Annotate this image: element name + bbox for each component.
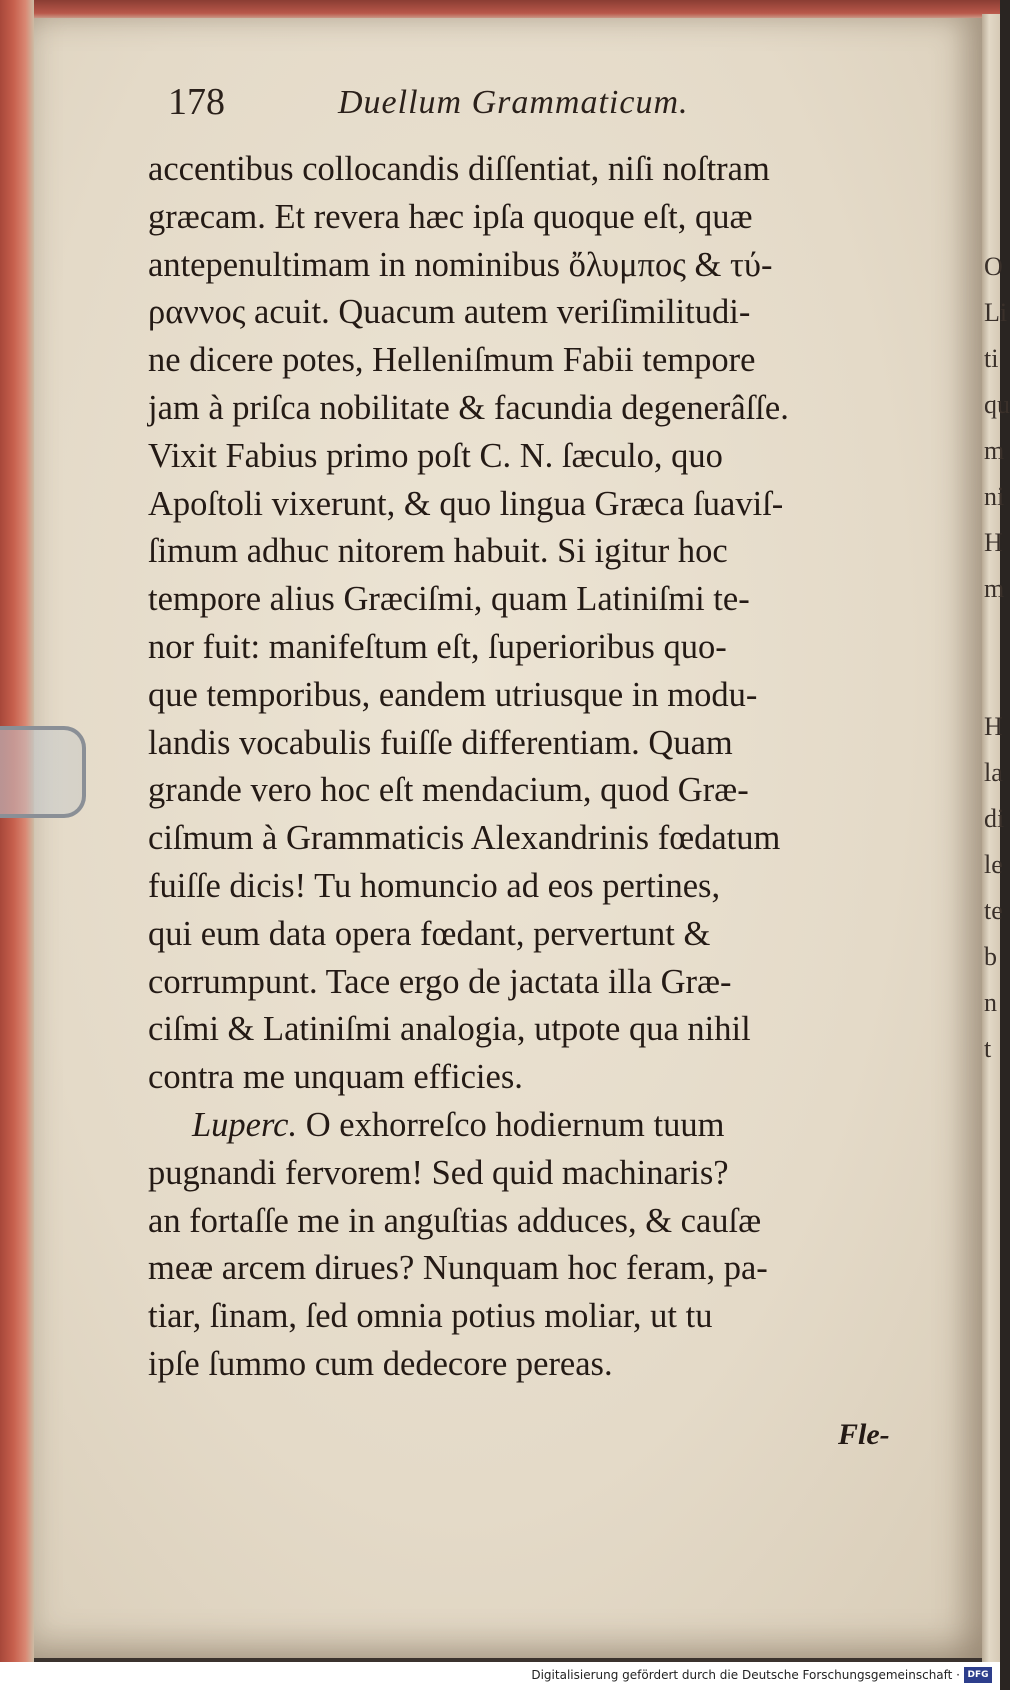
text-line: tempore alius Græciſmi, quam Latiniſmi te-: [148, 580, 750, 619]
text-line: nor fuit: manifeſtum eſt, ſuperioribus quo-: [148, 627, 727, 666]
text-line: landis vocabulis fuiſſe differentiam. Quam: [148, 723, 733, 762]
text-line: jam à priſca nobilitate & facundia degenerâſſe.: [148, 388, 789, 427]
text-line: ciſmi & Latiniſmi analogia, utpote qua nihil: [148, 1010, 751, 1049]
text-line: ipſe ſummo cum dedecore pereas.: [148, 1344, 613, 1383]
text-line: ne dicere potes, Helleniſmum Fabii tempore: [148, 341, 756, 380]
page-number: 178: [168, 81, 225, 123]
text-line: fuiſſe dicis! Tu homuncio ad eos pertines,: [148, 866, 721, 905]
funding-notice: Digitalisierung gefördert durch die Deutsche Forschungsgemeinschaft ·: [531, 1668, 960, 1682]
glass-clip: [0, 726, 86, 818]
text-line: accentibus collocandis diſſentiat, niſi noſtram: [148, 150, 770, 188]
text-line: ραννος acuit. Quacum autem veriſimilitudi-: [148, 293, 751, 332]
book-red-edge: [0, 0, 34, 1662]
text-line: an fortaſſe me in anguſtias adduces, & cauſæ: [148, 1201, 762, 1240]
text-line: antepenultimam in nominibus ὄλυμπος & τύ-: [148, 245, 773, 284]
facing-page-letters: O Li ti qu m ni H m H la di le te b n t: [984, 252, 1010, 1063]
facing-page-edge: [982, 14, 1010, 1664]
text-line: Apoſtoli vixerunt, & quo lingua Græca ſuaviſ-: [148, 484, 784, 523]
text-line: Vixit Fabius primo poſt C. N. ſæculo, quo: [148, 436, 723, 475]
text-line: que temporibus, eandem utriusque in modu-: [148, 675, 758, 714]
text-line: meæ arcem dirues? Nunquam hoc feram, pa-: [148, 1249, 768, 1288]
text-line: tiar, ſinam, ſed omnia potius moliar, ut tu: [148, 1297, 713, 1336]
running-head: [168, 80, 788, 128]
text-line: ciſmum à Grammaticis Alexandrinis fœdatum: [148, 819, 781, 858]
dfg-logo: DFG: [964, 1667, 992, 1683]
text-line: qui eum data opera fœdant, pervertunt &: [148, 914, 711, 953]
running-title: Duellum Grammaticum.: [338, 84, 689, 121]
text-line: grande vero hoc eſt mendacium, quod Græ-: [148, 771, 749, 810]
speech-first-line: [148, 1102, 908, 1150]
speaker-name: Luperc.: [192, 1105, 298, 1144]
text-line: corrumpunt. Tace ergo de jactata illa Græ-: [148, 962, 732, 1001]
text-line: pugnandi fervorem! Sed quid machinaris?: [148, 1153, 729, 1192]
body-text: [148, 146, 908, 1389]
text-line: ſimum adhuc nitorem habuit. Si igitur hoc: [148, 532, 728, 571]
footer-bar: [0, 1662, 1000, 1690]
catchword: Fle-: [838, 1418, 890, 1451]
text-line: contra me unquam efficies.: [148, 1058, 523, 1097]
speech-text: O exhorreſco hodiernum tuum: [297, 1105, 725, 1144]
text-line: græcam. Et revera hæc ipſa quoque eſt, quæ: [148, 197, 753, 236]
